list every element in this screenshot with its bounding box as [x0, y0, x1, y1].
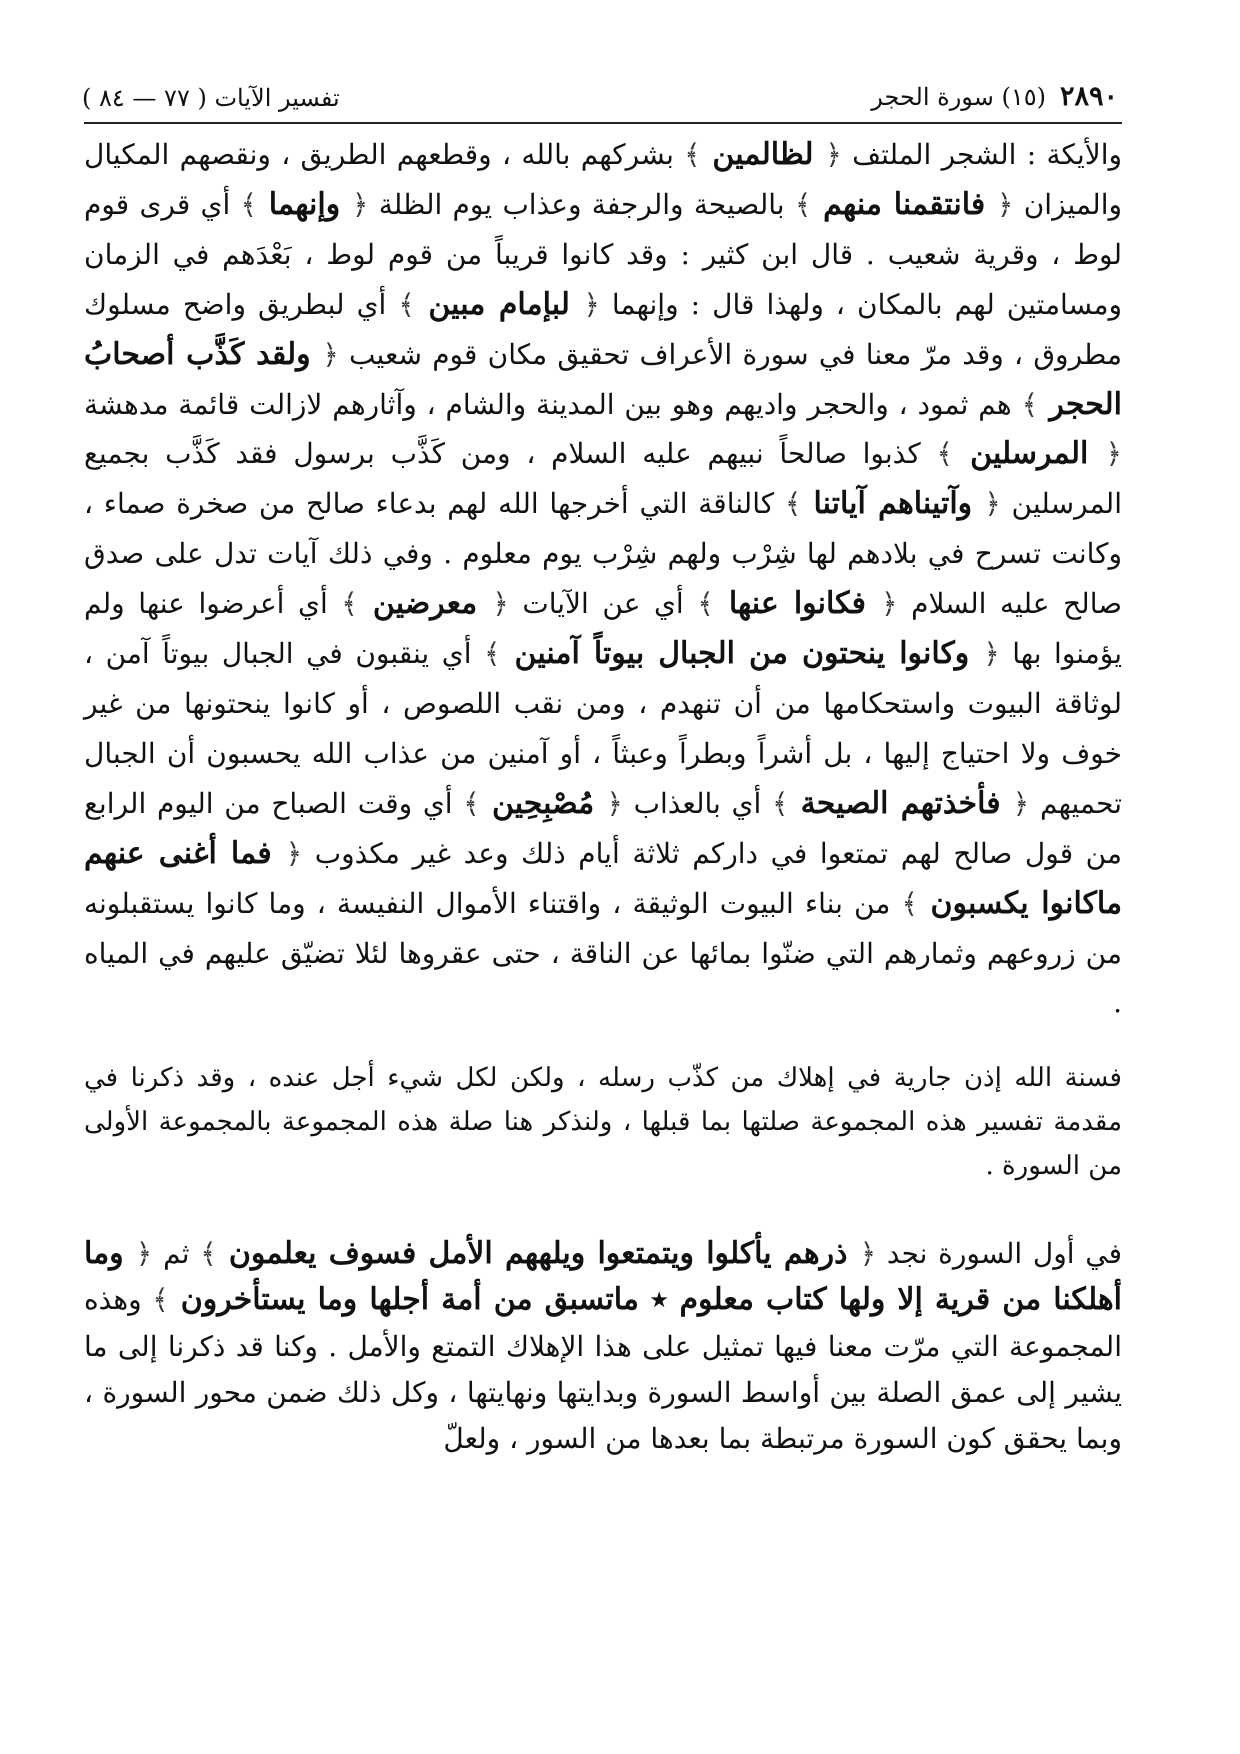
ornate-bracket-close: ﴾ [341, 587, 358, 621]
body-text: بالصيحة والرجفة وعذاب يوم الظلة [368, 187, 795, 221]
header-surah [871, 81, 1118, 112]
page-number: ٢٨٩٠ [1059, 81, 1118, 112]
quran-quote-text: لظالمين [700, 137, 826, 172]
quran-quote [697, 587, 897, 620]
body-text: وهذه المجموعة التي مرّت معنا فيها تمثيل على هذا الإهلاك التمتع والأمل . وكنا قد ذكرنا إلى ما يشير إلى عمق الصلة بين أواسط السورة وبدايتها ونهايتها ، وكل ذلك ضمن محور السورة ، وبما يحقق كون السورة مرتبطة بما بعدها من السور ، ولعلّ [84, 1283, 1122, 1456]
quran-quote [684, 138, 842, 171]
ornate-bracket-close: ﴾ [240, 187, 257, 221]
ornate-bracket-open: ﴿ [983, 637, 1000, 671]
body-text: كذبوا صالحاً نبيهم عليه السلام ، ومن كَذَّب برسول فقد كَذَّب بجميع المرسلين [84, 437, 1122, 521]
quran-quote-text: فكانوا عنها [713, 586, 882, 622]
body-text: أي عن الآيات [508, 587, 698, 621]
ornate-bracket-close: ﴾ [794, 187, 812, 221]
quran-quote-text: فأخذتهم الصيحة [788, 785, 1013, 821]
ornate-bracket-open: ﴿ [606, 786, 623, 820]
quran-quote [398, 288, 599, 321]
body-text: والأيكة : الشجر الملتف [841, 138, 1123, 171]
ornate-bracket-open: ﴿ [351, 187, 369, 221]
quran-quote-text: المرسلين [952, 436, 1106, 472]
paragraph-commentary [84, 130, 1122, 1028]
quran-quote [795, 188, 1014, 221]
quran-quote-text: وكانوا ينحتون من الجبال بيوتاً آمنين [500, 636, 984, 672]
body-text: هم ثمود ، والحجر واديهم وهو بين المدينة والشام ، وآثارهم لازالت قائمة مدهشة [84, 387, 1022, 421]
surah-name: سورة الحجر [871, 83, 994, 111]
quran-quote-text: فما أغنى عنهم ماكانوا يكسبون [84, 835, 1122, 921]
body-text: أي ينقبون في الجبال بيوتاً آمن ، لوثاقة البيوت واستحكامها من أن تنهدم ، ومن نقب اللصوص ، أو كانوا ينحتونها من غير خوف ولا احتياج إليها ، بل أشراً وبطراً وعبثاً ، أو آمنين من عذاب الله يحسبون أن الجبال تحميهم [84, 637, 1122, 820]
quran-quote [936, 437, 1122, 470]
quran-quote-text: ولقد كَذَّب أصحابُ الحجر [84, 336, 1122, 422]
body-text: أي قرى قوم لوط ، وقرية شعيب . قال ابن كثير : وقد كانوا قريباً من قوم لوط ، بَعْدَهم في الزمان ومسامتين لهم بالمكان ، ولهذا قال : وإنهما [84, 187, 1123, 321]
quran-quote-text: وآتيناهم آياتنا [801, 486, 985, 522]
ornate-bracket-open: ﴿ [859, 1237, 877, 1270]
quran-quote-text: وإنهما [256, 186, 352, 222]
body-text: بشركهم بالله ، وقطعهم الطريق ، ونقصهم المكيال والميزان [84, 138, 1122, 221]
quran-quote [785, 487, 1001, 520]
ornate-bracket-open: ﴿ [1105, 437, 1122, 471]
ornate-bracket-open: ﴿ [135, 1237, 153, 1270]
ornate-bracket-open: ﴿ [825, 138, 842, 171]
body-text: أي وقت الصباح من اليوم الرابع من قول صالح لهم تمتعوا في داركم ثلاثة أيام ذلك وعد غير مكذوب [84, 786, 1122, 870]
ornate-bracket-close: ﴾ [936, 437, 953, 471]
body-text: في أول السورة نجد [876, 1237, 1122, 1270]
ornate-bracket-open: ﴿ [285, 836, 303, 870]
quran-quote [241, 188, 369, 221]
quran-quote [200, 1237, 876, 1270]
quran-quote-text: فانتقمنا منهم [811, 186, 998, 222]
quran-quote-text: معرضين [357, 586, 493, 622]
ornate-bracket-close: ﴾ [1021, 387, 1038, 421]
paragraph-connection [84, 1231, 1122, 1462]
quran-quote-text: لبإمام مبين [414, 286, 584, 322]
quran-quote [772, 787, 1029, 820]
quran-quote [463, 787, 623, 820]
body-text: كالناقة التي أخرجها الله لهم بدعاء صالح من صخرة صماء ، وكانت تسرح في بلادهم لها شِرْب ولهم شِرْب يوم معلوم . وفي ذلك آيات تدل على صدق صالح عليه السلام [84, 487, 1122, 621]
ornate-bracket-close: ﴾ [784, 487, 802, 521]
ornate-bracket-close: ﴾ [684, 138, 701, 171]
ornate-bracket-close: ﴾ [484, 637, 501, 671]
quran-quote-text: وما أهلكنا من قرية إلا ولها كتاب معلوم ٭ ماتسبق من أمة أجلها وما يستأخرون [84, 1236, 1122, 1318]
ornate-bracket-open: ﴿ [984, 487, 1001, 521]
ornate-bracket-close: ﴾ [771, 786, 789, 820]
paragraph-summary: فسنة الله إذن جارية في إهلاك من كذّب رسله ، ولكن لكل شيء أجل عنده ، وقد ذكرنا في مقدمة تفسير هذه المجموعة صلتها بما قبلها ، ولنذكر هنا صلة هذه المجموعة بالمجموعة الأولى من السورة . [84, 1063, 1122, 1181]
body-text: أي أعرضوا عنها ولم يؤمنوا بها [84, 587, 1122, 671]
running-header [82, 68, 1118, 112]
surah-number: (١٥) [1001, 83, 1046, 111]
ornate-bracket-close: ﴾ [901, 886, 918, 920]
ornate-bracket-close: ﴾ [152, 1283, 169, 1317]
ornate-bracket-close: ﴾ [463, 786, 480, 820]
ornate-bracket-open: ﴿ [997, 187, 1014, 221]
ornate-bracket-open: ﴿ [492, 587, 509, 621]
ornate-bracket-close: ﴾ [200, 1237, 217, 1270]
quran-quote [341, 587, 508, 620]
ornate-bracket-close: ﴾ [398, 287, 415, 321]
body-text: ثم [152, 1237, 201, 1270]
ornate-bracket-open: ﴿ [583, 287, 600, 321]
quran-quote [484, 637, 1000, 670]
ornate-bracket-close: ﴾ [697, 587, 714, 621]
quran-quote-text: ذرهم يأكلوا ويتمتعوا ويلههم الأمل فسوف يعلمون [216, 1236, 860, 1271]
section-title: تفسير الآيات ( ٧٧ — ٨٤ ) [82, 84, 340, 112]
header-rule [84, 122, 1122, 124]
quran-quote-text: مُصْبِحِين [479, 785, 607, 821]
ornate-bracket-open: ﴿ [881, 587, 898, 621]
body-text: أي بالعذاب [622, 786, 772, 820]
body-text: أي لبطريق واضح مسلوك مطروق ، وقد مرّ معنا في سورة الأعراف تحقيق مكان قوم شعيب [84, 287, 1122, 371]
body-text: من بناء البيوت الوثيقة ، واقتناء الأموال النفيسة ، وما كانوا يستقبلونه من زروعهم وثمارهم التي ضنّوا بمائها عن الناقة ، حتى عقروها لئلا تضيّق عليهم في المياه . [84, 886, 1122, 1020]
ornate-bracket-open: ﴿ [1012, 786, 1030, 820]
ornate-bracket-open: ﴿ [322, 337, 339, 371]
